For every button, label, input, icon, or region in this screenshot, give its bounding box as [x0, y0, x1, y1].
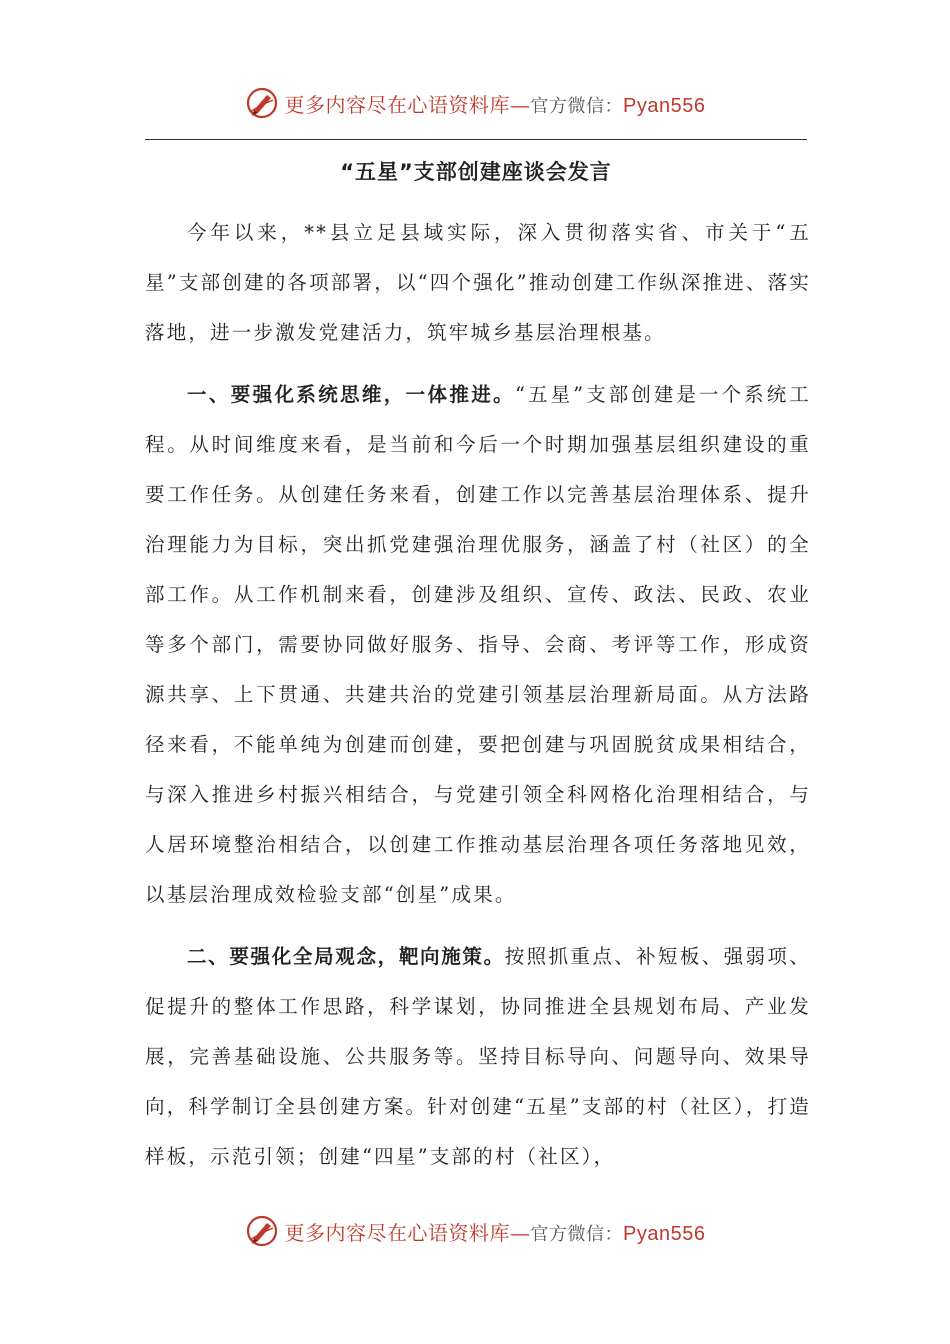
header-watermark [0, 83, 950, 123]
watermark-text [285, 1217, 706, 1246]
watermark-wechat-label: 官方微信： [530, 95, 624, 117]
watermark-brand: 更多内容尽在心语资料库 [284, 1220, 511, 1245]
header-divider [145, 139, 807, 140]
watermark-wechat-label: 官方微信： [530, 1223, 624, 1245]
paragraph-intro [145, 208, 811, 358]
watermark-brand: 更多内容尽在心语资料库 [284, 92, 511, 117]
pen-logo-icon [245, 86, 279, 120]
paragraph-section-1 [145, 370, 811, 920]
paragraph-section-2 [145, 932, 811, 1182]
watermark-dash: — [510, 92, 531, 117]
pen-logo-icon [245, 1214, 279, 1248]
paragraph-text: “五星”支部创建是一个系统工程。从时间维度来看，是当前和今后一个时期加强基层组织建设的重要工作任务。从创建任务来看，创建工作以完善基层治理体系、提升治理能力为目标，突出抓党建强治理优服务，涵盖了村（社区）的全部工作。从工作机制来看，创建涉及组织、宣传、政法、民政、农业等多个部门，需要协同做好服务、指导、会商、考评等工作，形成资源共享、上下贯通、共建共治的党建引领基层治理新局面。从方法路径来看，不能单纯为创建而创建，要把创建与巩固脱贫成果相结合，与深入推进乡村振兴相结合，与党建引领全科网格化治理相结合，与人居环境整治相结合，以创建工作推动基层治理各项任务落地见效，以基层治理成效检验支部“创星”成果。 [145, 383, 811, 906]
watermark-text [285, 89, 706, 118]
watermark-wechat-id: Pyan556 [623, 1222, 706, 1245]
paragraph-lead: 一、要强化系统思维，一体推进。 [187, 383, 515, 406]
document-body [145, 208, 811, 1194]
watermark-dash: — [510, 1220, 531, 1245]
footer-watermark [0, 1211, 950, 1251]
paragraph-lead: 二、要强化全局观念，靶向施策。 [187, 945, 505, 968]
paragraph-text: 按照抓重点、补短板、强弱项、促提升的整体工作思路，科学谋划，协同推进全县规划布局、产业发展，完善基础设施、公共服务等。坚持目标导向、问题导向、效果导向，科学制订全县创建方案。针对创建“五星”支部的村（社区），打造样板，示范引领；创建“四星”支部的村（社区）， [145, 945, 811, 1168]
paragraph-text: 今年以来，**县立足县域实际，深入贯彻落实省、市关于“五星”支部创建的各项部署，以“四个强化”推动创建工作纵深推进、落实落地，进一步激发党建活力，筑牢城乡基层治理根基。 [145, 221, 811, 344]
watermark-wechat-id: Pyan556 [623, 94, 706, 117]
document-title: “五星”支部创建座谈会发言 [340, 160, 612, 184]
